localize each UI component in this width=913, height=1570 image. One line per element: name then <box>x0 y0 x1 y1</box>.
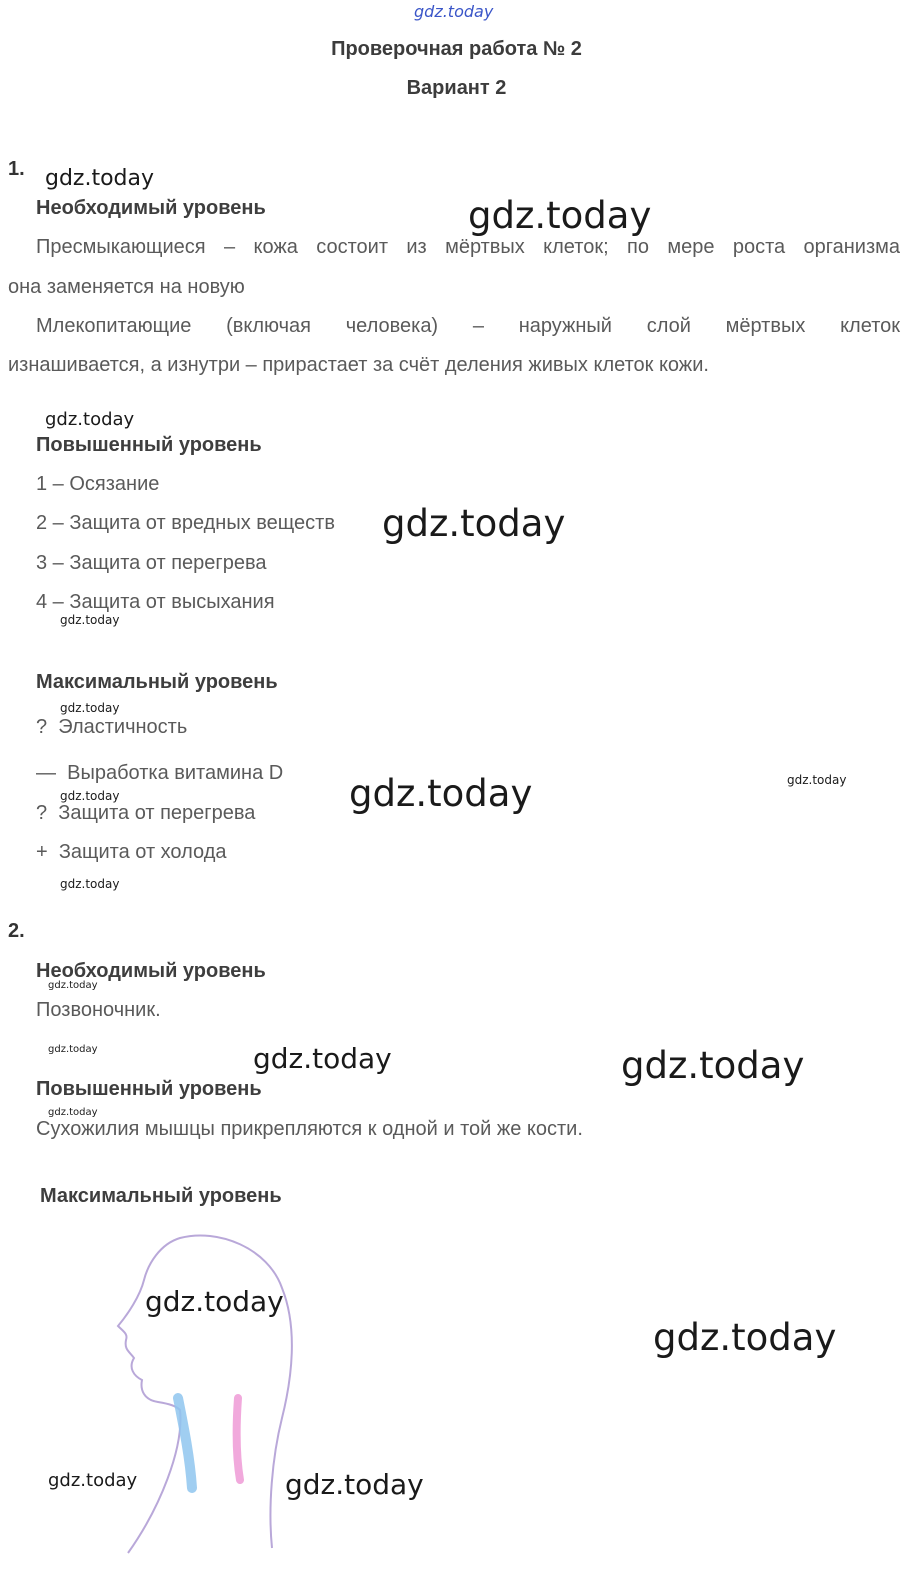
watermark: gdz.today <box>60 613 120 627</box>
q1-maximum-item <box>36 802 255 825</box>
watermark: gdz.today <box>468 194 652 237</box>
answer-mark: — <box>36 762 56 784</box>
q1-advanced-heading: Повышенный уровень <box>36 434 262 456</box>
q1-advanced-item: 4 – Защита от высыхания <box>36 591 275 613</box>
q1-necessary-line-4: изнашивается, а изнутри – прирастает за счёт деления живых клеток кожи. <box>8 354 709 376</box>
answer-text: Эластичность <box>58 716 188 738</box>
top-watermark: gdz.today <box>414 2 494 21</box>
page-title: Проверочная работа № 2 <box>331 38 582 60</box>
answer-text: Выработка витамина D <box>67 762 284 784</box>
watermark: gdz.today <box>48 1470 138 1491</box>
watermark: gdz.today <box>60 701 120 715</box>
q1-maximum-item <box>36 762 283 785</box>
watermark: gdz.today <box>48 980 98 991</box>
head-neck-muscle-drawing <box>100 1218 330 1558</box>
q2-advanced-text: Сухожилия мышцы прикрепляются к одной и той же кости. <box>36 1118 583 1140</box>
answer-mark: ? <box>36 716 48 738</box>
q1-necessary-line-2: она заменяется на новую <box>8 276 245 298</box>
watermark: gdz.today <box>60 877 120 891</box>
answer-text: Защита от перегрева <box>58 802 256 824</box>
watermark: gdz.today <box>45 166 155 191</box>
q1-advanced-item: 1 – Осязание <box>36 473 160 495</box>
q2-necessary-heading: Необходимый уровень <box>36 960 266 982</box>
page-subtitle: Вариант 2 <box>406 77 507 99</box>
answer-mark: ? <box>36 802 48 824</box>
watermark: gdz.today <box>621 1044 805 1087</box>
q1-necessary-line-1: Пресмыкающиеся – кожа состоит из мёртвых клеток; по мере роста организма <box>36 236 900 258</box>
watermark: gdz.today <box>787 773 847 787</box>
watermark: gdz.today <box>349 772 533 815</box>
watermark: gdz.today <box>45 409 135 430</box>
q1-advanced-item: 3 – Защита от перегрева <box>36 552 267 574</box>
q1-necessary-line-3: Млекопитающие (включая человека) – наружный слой мёртвых клеток <box>36 315 900 337</box>
question-number-1: 1. <box>8 158 25 180</box>
watermark: gdz.today <box>145 1285 284 1318</box>
watermark: gdz.today <box>48 1107 98 1118</box>
q2-necessary-text: Позвоночник. <box>36 999 161 1021</box>
muscle-blue <box>178 1398 192 1488</box>
answer-text: Защита от холода <box>58 841 227 863</box>
q1-advanced-item: 2 – Защита от вредных веществ <box>36 512 335 534</box>
q1-maximum-item <box>36 841 227 864</box>
watermark: gdz.today <box>48 1044 98 1055</box>
watermark: gdz.today <box>382 502 566 545</box>
watermark: gdz.today <box>653 1316 837 1359</box>
q1-maximum-item <box>36 716 187 739</box>
watermark: gdz.today <box>60 789 120 803</box>
q2-advanced-heading: Повышенный уровень <box>36 1078 262 1100</box>
answer-mark: + <box>36 841 48 863</box>
watermark: gdz.today <box>285 1468 424 1501</box>
question-number-2: 2. <box>8 920 25 942</box>
muscle-pink <box>237 1398 240 1480</box>
q2-maximum-heading: Максимальный уровень <box>40 1185 282 1207</box>
profile-outline <box>118 1235 292 1553</box>
q1-necessary-heading: Необходимый уровень <box>36 197 266 219</box>
q1-maximum-heading: Максимальный уровень <box>36 671 278 693</box>
watermark: gdz.today <box>253 1042 392 1075</box>
